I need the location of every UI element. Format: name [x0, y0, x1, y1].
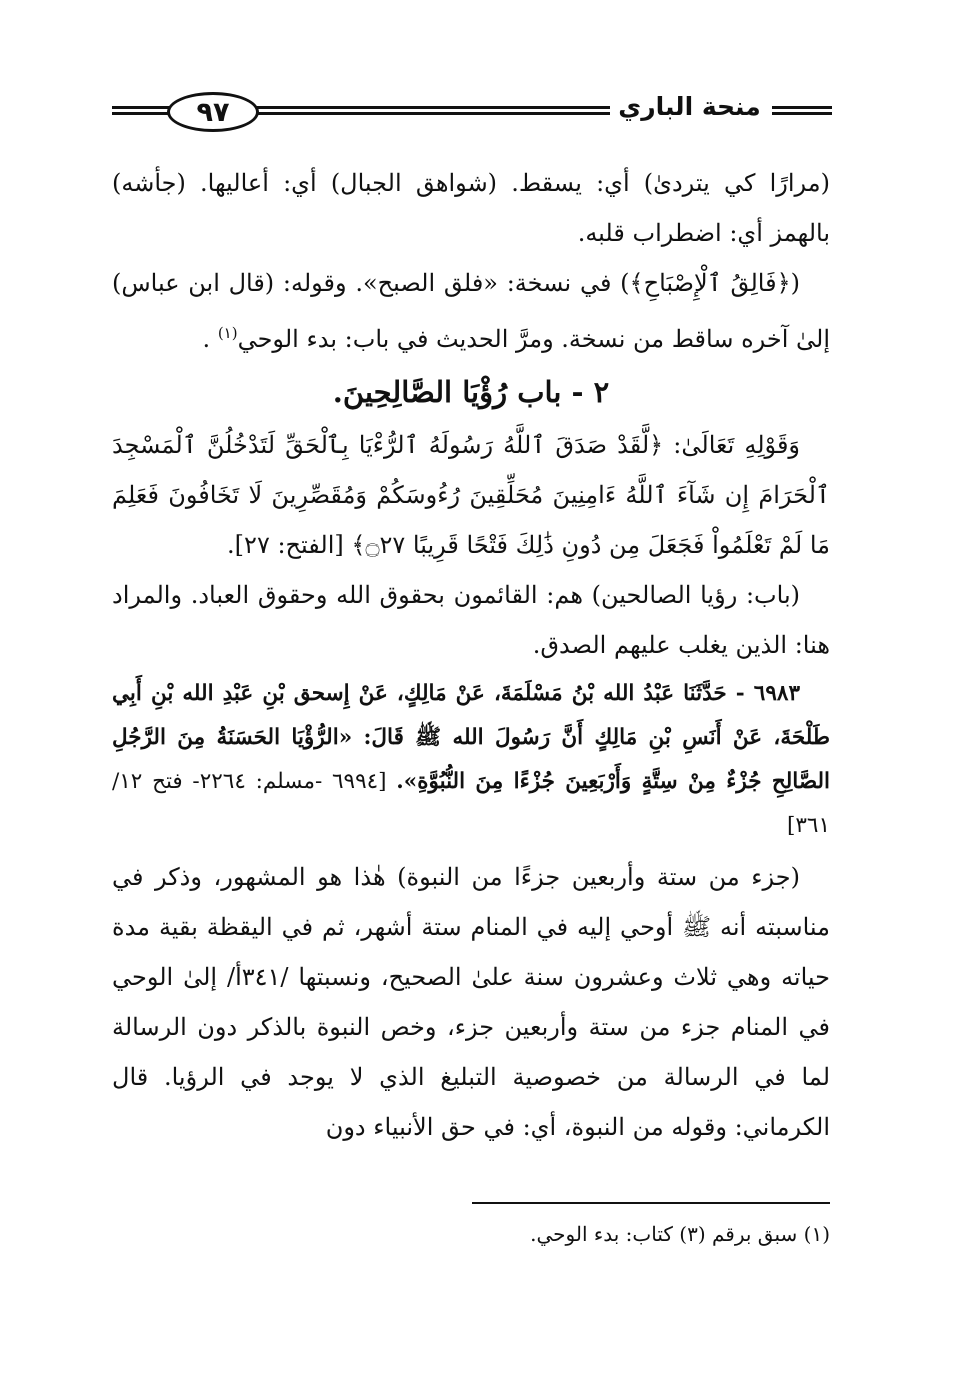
paragraph-2 [112, 258, 830, 364]
chapter-title: ٢ - باب رُؤْيَا الصَّالِحِينَ. [332, 375, 610, 409]
hadith-body: ٦٩٨٣ - حَدَّثَنَا عَبْدُ الله بْنُ مَسْلَمَةَ، عَنْ مَالِكٍ، عَنْ إِسحق بْنِ عَبْدِ الله بْنِ أَبِي طَلْحَةَ، عَنْ أَنَسِ بْنِ مَالِكٍ أَنَّ رَسُولَ الله ﷺ قَالَ: «الرُّؤْيَا الحَسَنَةُ مِنَ الرَّجُلِ الصَّالِحِ جُزْءٌ مِنْ سِتَّةٍ وَأَرْبَعِينَ جُزْءًا مِنَ النُّبُوَّةِ». [112, 681, 830, 794]
footnote: (١) سبق برقم (٣) كتاب: بدء الوحي. [530, 1222, 830, 1246]
running-title: منحة الباري [618, 92, 761, 121]
page-number-oval [167, 92, 259, 132]
paragraph-2-text: (﴿فَالِقُ ٱلْإِصْبَاحِ﴾) في نسخة: «فلق الصبح». وقوله: (قال ابن عباس) إلىٰ آخره ساقط من نسخة. ومرَّ الحديث في باب: بدء الوحي [112, 269, 830, 353]
paragraph-3: (باب: رؤيا الصالحين) هم: القائمون بحقوق الله وحقوق العباد. والمراد هنا: الذين يغلب عليهم الصدق. [112, 581, 830, 659]
hadith-text [112, 672, 830, 848]
header-rule-middle [252, 106, 610, 115]
hadith-reference: [٦٩٩٤ -مسلم: ٢٢٦٤- فتح ١٢/ ٣٦١] [112, 769, 830, 838]
paragraph-2-end: . [202, 325, 218, 353]
header-rule-right [772, 106, 832, 115]
quran-verse: وَقَوْلِهِ تَعَالَىٰ: ﴿لَّقَدْ صَدَقَ ٱللَّهُ رَسُولَهُ ٱلرُّءْيَا بِٱلْحَقِّ لَتَدْخُلُنَّ ٱلْمَسْجِدَ ٱلْحَرَامَ إِن شَآءَ ٱللَّهُ ءَامِنِينَ مُحَلِّقِينَ رُءُوسَكُمْ وَمُقَصِّرِينَ لَا تَخَافُونَ فَعَلِمَ مَا لَمْ تَعْلَمُواْ فَجَعَلَ مِن دُونِ ذَٰلِكَ فَتْحًا قَرِيبًا ۝٢٧﴾ [الفتح: ٢٧]. [112, 431, 830, 559]
footnote-marker: (١) [217, 324, 238, 342]
page-number: ٩٧ [196, 96, 230, 128]
main-text [112, 158, 830, 1152]
footnote-separator [472, 1202, 830, 1204]
header-rule-left [112, 106, 174, 115]
paragraph-1: (مرارًا كي يتردىٰ) أي: يسقط. (شواهق الجبال) أي: أعاليها. (جأشه) بالهمز أي: اضطراب قلبه. [112, 169, 830, 247]
page-header [112, 78, 832, 148]
paragraph-4: (جزء من ستة وأربعين جزءًا من النبوة) هٰذا هو المشهور، وذكر في مناسبته أنه ﷺ أوحي إليه في المنام ستة أشهر، ثم في اليقظة بقية مدة حياته وهي ثلاث وعشرون سنة علىٰ الصحيح، ونسبتها /٣٤١أ/ إلىٰ الوحي في المنام جزء من ستة وأربعين جزء، وخص النبوة بالذكر دون الرسالة لما في الرسالة من خصوصية التبليغ الذي لا يوجد في الرؤيا. قال الكرماني: وقوله من النبوة، أي: في حق الأنبياء دون [112, 863, 831, 1141]
